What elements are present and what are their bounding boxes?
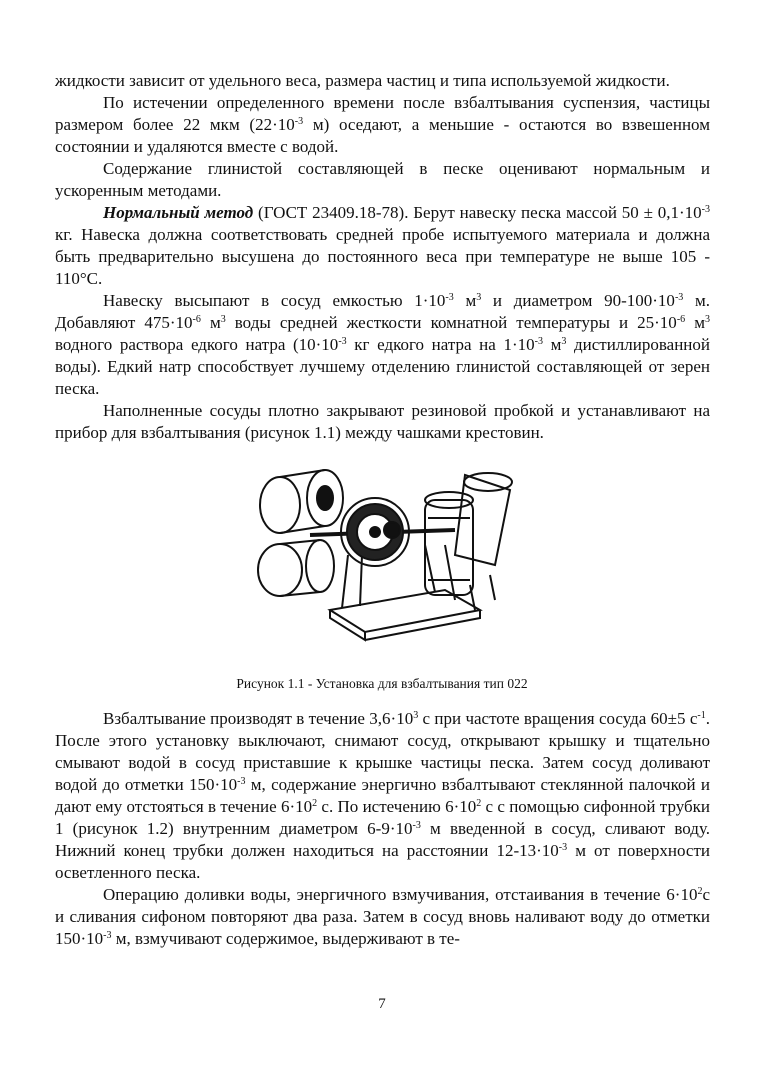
text-block-bottom (55, 708, 710, 950)
page-number: 7 (378, 996, 386, 1012)
shaker-apparatus-illustration (250, 460, 520, 655)
paragraph-1: жидкости зависит от удельного веса, размера частиц и типа используемой жидкости. (55, 71, 670, 90)
shaker-apparatus-figure (250, 460, 520, 655)
paragraph-2: По истечении определенного времени после взбалтывания суспензия, частицы размером более 22 мкм ($22\cdot 10^{-3}$ м) оседают, а меньшие - остаются во взвешенном состоянии и удаляются вместе с водой. (55, 93, 710, 156)
paragraph-4: Нормальный метод (ГОСТ 23409.18-78). Берут навеску песка массой $50 \pm 0,1\cdot 10^{-3}$ кг. Навеска должна соответствовать средней пробе испытуемого материала и должна быть предварительно высушена до постоянного веса при температуре не выше 105 - 110°С. (55, 203, 710, 288)
figure-caption: Рисунок 1.1 - Установка для взбалтывания тип 022 (236, 676, 528, 691)
paragraph-6: Наполненные сосуды плотно закрывают резиновой пробкой и устанавливают на прибор для взбалтывания (рисунок 1.1) между чашками крестовин. (55, 401, 710, 442)
paragraph-8: Операцию доливки воды, энергичного взмучивания, отстаивания в течение $6\cdot 10^2с$ и сливания сифоном повторяют два раза. Затем в сосуд вновь наливают воду до отметки $150\cdot 10^{-3}$ м, взмучивают содержимое, выдерживают в те- (55, 885, 710, 948)
paragraph-7: Взбалтывание производят в течение $3,6\cdot 10^3$ с при частоте вращения сосуда 60±5 $с^{-1}$. После этого установку выключают, снимают сосуд, открывают крышку и тщательно смывают водой в сосуд приставшие к крышке частицы песка. Затем сосуд доливают водой до отметки $150\cdot 10^{-3}$ м, содержание энергично взбалтывают стеклянной палочкой и дают ему отстояться в течение $6\cdot 10^2$ с. По истечению $6\cdot 10^2$ с с помощью сифонной трубки 1 (рисунок 1.2) внутренним диаметром $6-9\cdot 10^{-3}$ м введенной в сосуд, сливают воду. Нижний конец трубки должен находиться на расстоянии $12-13\cdot 10^{-3}$ м от поверхности осветленного песка. (55, 709, 711, 882)
normal-method-term: Нормальный метод (103, 203, 254, 222)
text-block-top (55, 70, 710, 444)
paragraph-5: Навеску высыпают в сосуд емкостью $1\cdot 10^{-3}$ $м^3$ и диаметром $90-100\cdot 10^{-3}$ м. Добавляют $475\cdot 10^{-6}$ $м^3$ воды средней жесткости комнатной температуры и $25\cdot 10^{-6}$ $м^3$ водного раствора едкого натра ($10\cdot 10^{-3}$ кг едкого натра на $1\cdot 10^{-3}$ $м^3$ дистиллированной воды). Едкий натр способствует лучшему отделению глинистой составляющей от зерен песка. (55, 291, 710, 398)
paragraph-3: Содержание глинистой составляющей в песке оценивают нормальным и ускоренным методами. (55, 159, 710, 200)
